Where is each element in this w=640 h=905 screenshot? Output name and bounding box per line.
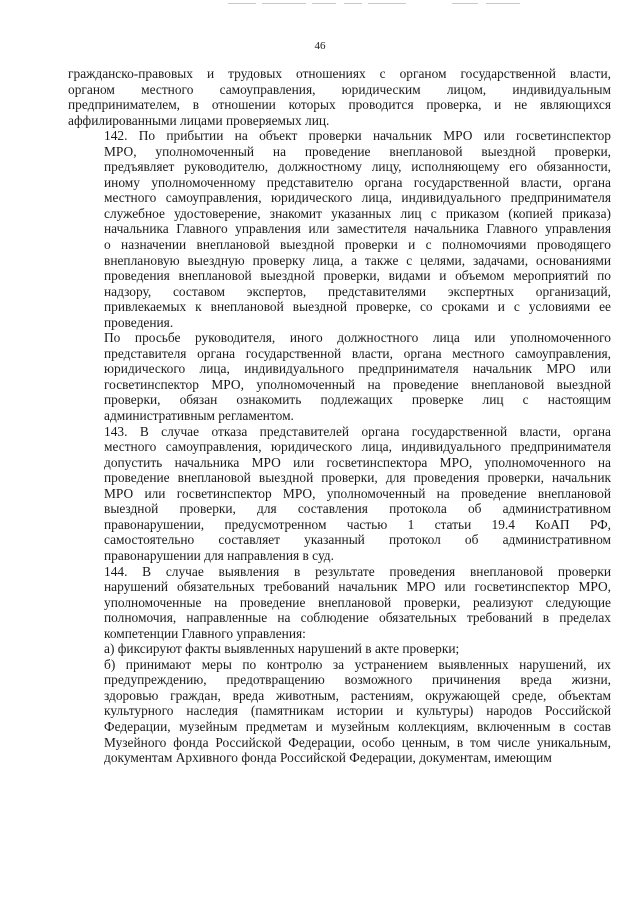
text-line: правонарушении, предусмотренном частью 1 статьи 19.4 КоАП РФ,: [104, 516, 611, 532]
scan-artifact-mark: [228, 3, 256, 4]
text-line: юридического лица, индивидуального предпринимателя начальник МРО или: [104, 361, 611, 377]
scan-artifact-mark: [262, 3, 306, 4]
text-line: уполномоченные на проведение внеплановой проверки, реализуют следующие: [104, 594, 611, 610]
text-line: гражданско-правовых и трудовых отношениях с органом государственной власти,: [68, 66, 611, 81]
text-line: документам Архивного фонда Российской Федерации, документам, имеющим: [104, 750, 552, 766]
text-line: привлекаемых к внеплановой выездной проверке, со сроками и с условиями ее: [104, 299, 611, 315]
text-line: полномочия, направленные на соблюдение обязательных требований в пределах: [104, 610, 611, 626]
text-line: предпринимателем, в отношении которых проводится проверка, и не являющихся: [68, 97, 611, 113]
text-line: о назначении внеплановой выездной проверки и с полномочиями проводящего: [104, 237, 611, 253]
text-line: предъявляет руководителю, должностному лицу, исполняющему его обязанности,: [104, 159, 611, 175]
text-line: иному уполномоченному представителю органа государственной власти, органа: [104, 174, 611, 190]
text-line: Федерации, музейным предметам и музейным коллекциям, включенным в состав: [104, 718, 611, 734]
paragraph: [68, 66, 611, 128]
text-line: культурного наследия (памятникам истории и культуры) народов Российской: [104, 703, 611, 719]
paragraph: [68, 564, 611, 642]
scan-artifact-mark: [486, 3, 520, 4]
text-line: предупреждению, предотвращению возможного причинения вреда жизни,: [104, 672, 611, 688]
scan-artifact-mark: [452, 3, 478, 4]
text-line: По просьбе руководителя, иного должностного лица или уполномоченного: [104, 330, 611, 346]
text-line: начальника Главного управления или заместителя начальника Главного управления: [104, 221, 611, 237]
text-line: органом местного самоуправления, юридическим лицом, индивидуальным: [68, 81, 611, 97]
paragraph: [68, 424, 611, 564]
text-line: Музейного фонда Российской Федерации, особо ценным, в том числе уникальным,: [104, 734, 611, 750]
text-line: проведения.: [104, 314, 174, 330]
text-line: компетенции Главного управления:: [104, 625, 306, 641]
document-body: [68, 66, 611, 766]
text-line: допустить начальника МРО или госветинспектора МРО, уполномоченного на: [104, 454, 611, 470]
text-line: аффилированными лицами проверяемых лиц.: [68, 112, 330, 128]
text-line: административным регламентом.: [104, 408, 294, 424]
text-line: а) фиксируют факты выявленных нарушений в акте проверки;: [104, 641, 460, 657]
text-line: МРО или госветинспектор МРО, уполномоченный на проведение внеплановой: [104, 485, 611, 501]
text-line: 142. По прибытии на объект проверки начальник МРО или госветинспектор: [104, 128, 611, 144]
text-line: выездной проверки, для составления протокола об административном: [104, 501, 611, 517]
text-line: самостоятельно составляет указанный протокол об административном: [104, 532, 611, 548]
page-number: 46: [314, 40, 326, 52]
scan-artifact-mark: [368, 3, 406, 4]
text-line: служебное удостоверение, знакомит указанных лиц с приказом (копией приказа): [104, 205, 611, 221]
text-line: внеплановую выездную проверку лица, а также с целями, задачами, основаниями: [104, 252, 611, 268]
text-line: нарушений обязательных требований начальник МРО или госветинспектор МРО,: [104, 579, 611, 595]
text-line: правонарушении для направления в суд.: [104, 547, 334, 563]
scan-artifact-mark: [344, 3, 362, 4]
text-line: проведение внеплановой выездной проверки, для проведения проверки, начальник: [104, 470, 611, 486]
text-line: местного самоуправления, юридического лица, индивидуального предпринимателя: [104, 190, 611, 206]
text-line: госветинспектор МРО, уполномоченный на проведение внеплановой выездной: [104, 376, 611, 392]
text-line: здоровью граждан, вреда животным, растениям, окружающей среде, объектам: [104, 687, 611, 703]
paragraph: [68, 657, 611, 766]
text-line: МРО, уполномоченный на проведение внеплановой выездной проверки,: [104, 143, 611, 159]
text-line: проверки, обязан ознакомить подлежащих проверке лиц с настоящим: [104, 392, 611, 408]
text-line: местного самоуправления, юридического лица, индивидуального предпринимателя: [104, 439, 611, 455]
paragraph: [68, 128, 611, 330]
text-line: б) принимают меры по контролю за устранением выявленных нарушений, их: [104, 656, 611, 672]
paragraph: [68, 330, 611, 423]
text-line: 143. В случае отказа представителей органа государственной власти, органа: [104, 423, 611, 439]
scan-artifact-mark: [312, 3, 336, 4]
paragraph: [68, 641, 611, 657]
text-line: проведения внеплановой выездной проверки, видами и объемом мероприятий по: [104, 268, 611, 284]
text-line: надзору, составом экспертов, представителями экспертных организаций,: [104, 283, 611, 299]
text-line: 144. В случае выявления в результате проведения внеплановой проверки: [104, 563, 611, 579]
text-line: представителя органа государственной власти, органа местного самоуправления,: [104, 345, 611, 361]
